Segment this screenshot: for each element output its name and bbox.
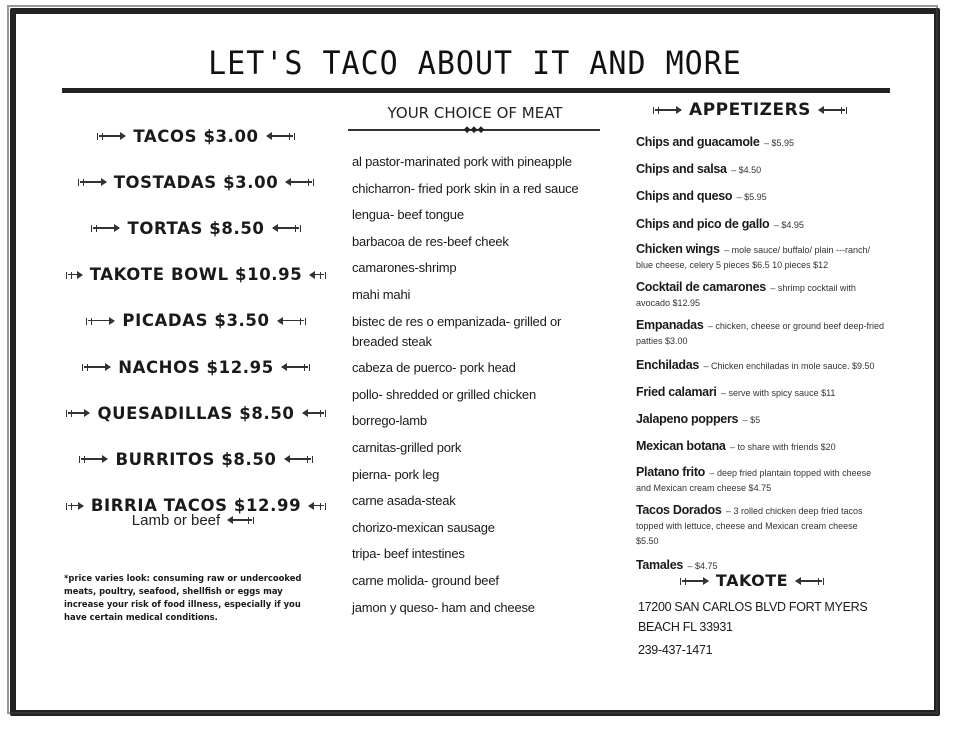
arrow-left-icon <box>280 362 310 372</box>
meat-list <box>352 152 602 624</box>
arrow-left-icon <box>308 270 326 280</box>
meat-option: pierna- pork leg <box>352 466 440 482</box>
appetizer-item: Platano frito – deep fried plantain topped with cheese and Mexican cream cheese $4.75 <box>636 464 872 493</box>
arrow-left-icon <box>271 223 301 233</box>
appetizer-item: Chicken wings – mole sauce/ buffalo/ plain ---ranch/ blue cheese, celery 5 pieces $6.5 10 pieces $12 <box>636 241 870 270</box>
appetizer-item: Chips and salsa – $4.50 <box>636 162 762 177</box>
meat-option: chicharron- fried pork skin in a red sauce <box>352 180 579 196</box>
title-divider <box>62 88 890 93</box>
consumption-warning: *price varies look: consuming raw or undercooked meats, poultry, seafood, shellfish or eggs may increase your risk of food illness, especially if you have certain medical conditions. <box>64 573 302 622</box>
menu-item: PICADAS $3.50 <box>60 298 332 344</box>
appetizer-item: Empanadas – chicken, cheese or ground beef deep-fried patties $3.00 <box>636 317 885 346</box>
arrow-right-icon <box>86 316 116 326</box>
arrow-right-icon <box>82 362 112 372</box>
menu-item: TAKOTE BOWL $10.95 <box>60 252 332 298</box>
menu-item: BIRRIA TACOS $12.99 <box>60 483 332 529</box>
menu-title: LET'S TACO ABOUT IT AND MORE <box>208 44 742 83</box>
appetizers-heading: APPETIZERS <box>630 100 870 120</box>
arrow-right-icon <box>66 270 84 280</box>
appetizer-item: Chips and queso – $5.95 <box>636 189 767 204</box>
arrow-right-icon <box>653 105 683 115</box>
meat-option: carnitas-grilled pork <box>352 439 462 455</box>
meat-option: chorizo-mexican sausage <box>352 519 495 535</box>
appetizer-list <box>636 132 888 582</box>
arrow-left-icon <box>817 105 847 115</box>
takote-heading: TAKOTE <box>636 571 868 590</box>
menu-item: BURRITOS $8.50 <box>60 436 332 482</box>
appetizer-item: Tamales – $4.75 <box>636 557 718 572</box>
meat-option: barbacoa de res-beef cheek <box>352 233 509 249</box>
restaurant-phone: 239-437-1471 <box>638 643 713 657</box>
arrow-right-icon <box>91 223 121 233</box>
menu-items-column <box>60 113 332 529</box>
appetizer-item: Tacos Dorados – 3 rolled chicken deep fried tacos topped with lettuce, cheese and Mexican cream cheese $5.50 <box>636 502 863 546</box>
meat-option: bistec de res o empanizada- grilled or breaded steak <box>352 313 562 349</box>
arrow-left-icon <box>307 501 326 511</box>
arrow-left-icon <box>283 454 313 464</box>
meat-option: lengua- beef tongue <box>352 207 464 223</box>
appetizer-item: Enchiladas – Chicken enchiladas in mole sauce. $9.50 <box>636 357 875 372</box>
arrow-right-icon <box>680 576 710 586</box>
arrow-right-icon <box>79 454 109 464</box>
meat-option: jamon y queso- ham and cheese <box>352 599 535 615</box>
meat-option: carne molida- ground beef <box>352 572 499 588</box>
appetizer-item: Fried calamari – serve with spicy sauce $11 <box>636 384 836 399</box>
menu-item: NACHOS $12.95 <box>60 344 332 390</box>
arrow-right-icon <box>97 131 127 141</box>
arrow-left-icon <box>301 408 326 418</box>
arrow-left-icon <box>265 131 295 141</box>
meat-option: tripa- beef intestines <box>352 546 465 562</box>
appetizer-item: Jalapeno poppers – $5 <box>636 412 761 427</box>
divider-ornament-icon: ◆◆◆ <box>463 124 485 134</box>
meat-option: borrego-lamb <box>352 413 427 429</box>
meat-option: camarones-shrimp <box>352 260 457 276</box>
meat-option: carne asada-steak <box>352 493 456 509</box>
meat-option: pollo- shredded or grilled chicken <box>352 386 536 402</box>
appetizer-item: Cocktail de camarones – shrimp cocktail with avocado $12.95 <box>636 279 856 308</box>
meat-option: al pastor-marinated pork with pineapple <box>352 154 572 169</box>
restaurant-address: 17200 SAN CARLOS BLVD FORT MYERS BEACH FL 33931 <box>638 600 868 634</box>
menu-item: TOSTADAS $3.00 <box>60 159 332 205</box>
arrow-left-icon <box>276 316 306 326</box>
menu-item: QUESADILLAS $8.50 <box>60 390 332 436</box>
arrow-left-icon <box>284 177 314 187</box>
arrow-right-icon <box>66 501 85 511</box>
meat-option: cabeza de puerco- pork head <box>352 360 516 376</box>
appetizer-item: Mexican botana – to share with friends $20 <box>636 439 836 454</box>
meat-option: mahi mahi <box>352 286 411 302</box>
meat-heading: YOUR CHOICE OF MEAT <box>387 104 563 122</box>
arrow-left-icon <box>794 576 824 586</box>
arrow-left-icon <box>226 515 254 525</box>
menu-item: TACOS $3.00 <box>60 113 332 159</box>
menu-item: TORTAS $8.50 <box>60 205 332 251</box>
arrow-right-icon <box>66 408 91 418</box>
appetizer-item: Chips and pico de gallo – $4.95 <box>636 216 804 231</box>
birria-subtitle: Lamb or beef <box>60 512 332 529</box>
arrow-right-icon <box>78 177 108 187</box>
appetizer-item: Chips and guacamole – $5.95 <box>636 135 794 149</box>
